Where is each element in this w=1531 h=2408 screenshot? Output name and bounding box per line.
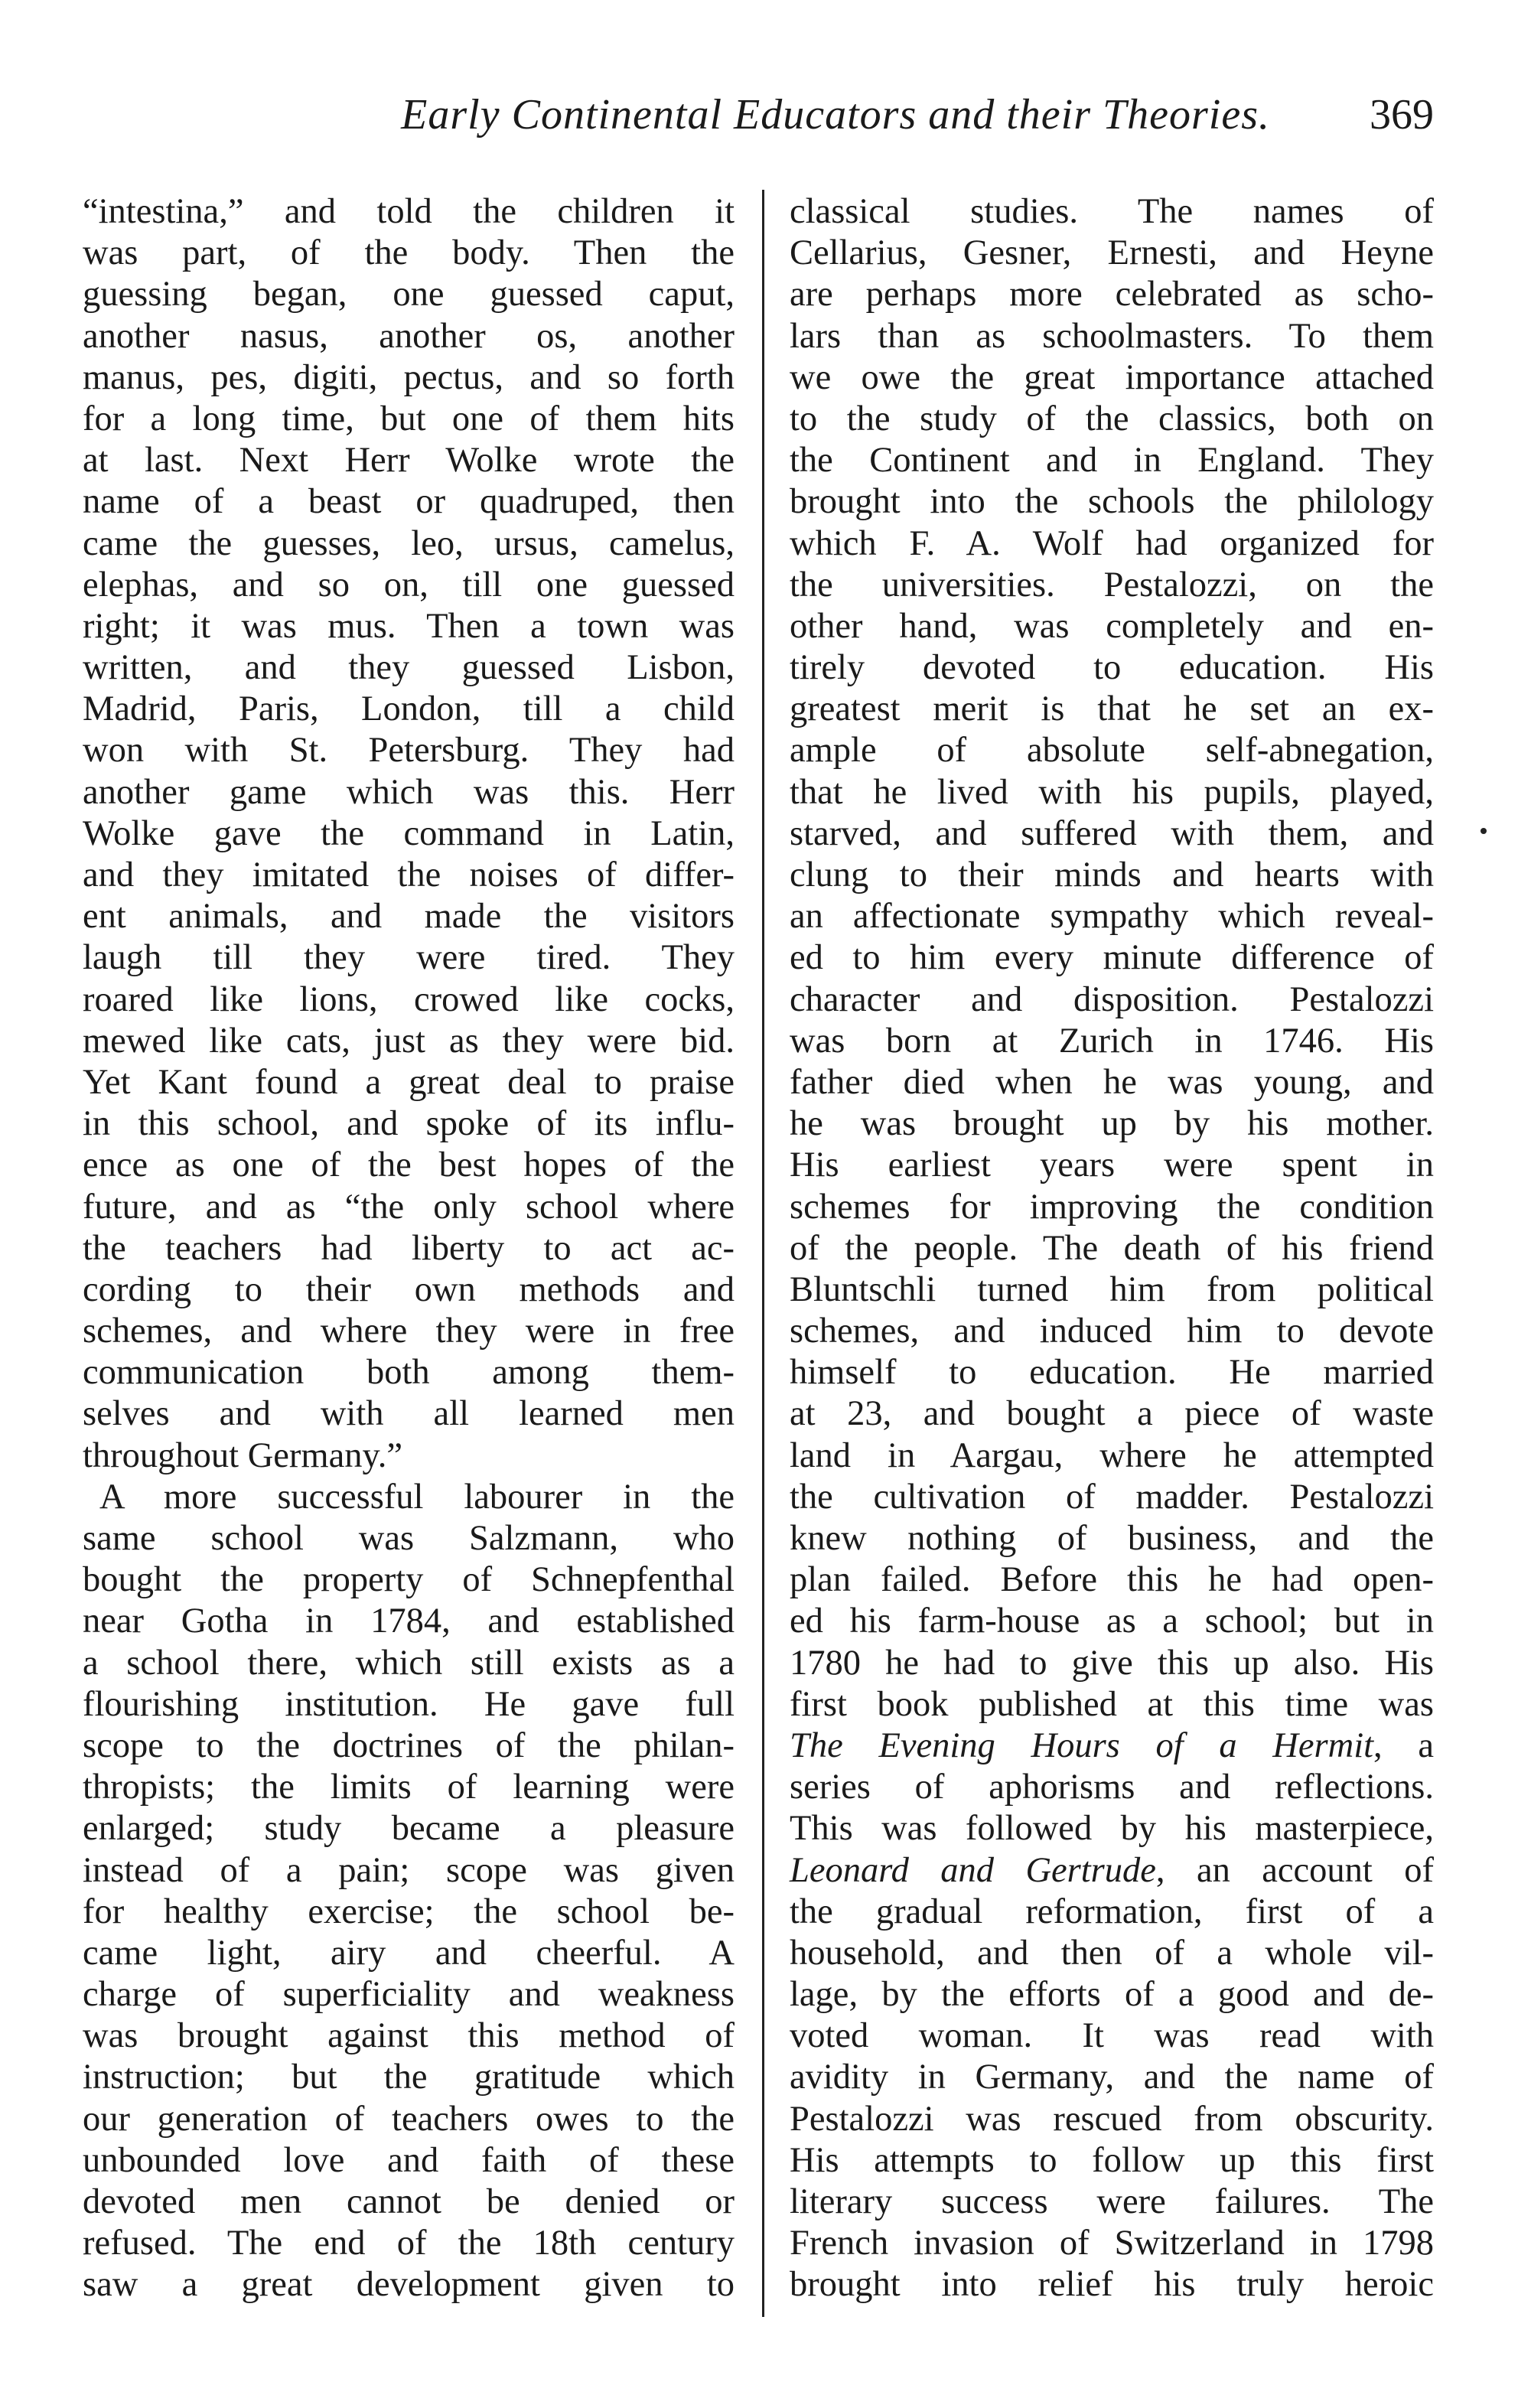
text-line: Bluntschli turned him from political (790, 1269, 1434, 1309)
text-line: bought the property of Schnepfenthal (83, 1560, 735, 1600)
text-line: instruction; but the gratitude which (83, 2058, 735, 2097)
text-line: plan failed. Before this he had open- (790, 1560, 1434, 1600)
text-line: A more successful labourer in the (99, 1477, 735, 1517)
text-line: other hand, was completely and en- (790, 606, 1434, 646)
text-line: for a long time, but one of them hits (83, 399, 735, 438)
text-line: lars than as schoolmasters. To them (790, 316, 1434, 356)
text-line: was brought against this method of (83, 2016, 735, 2056)
text-line: thropists; the limits of learning were (83, 1768, 735, 1807)
text-line: brought into the schools the philology (790, 482, 1434, 522)
page-number: 369 (1370, 91, 1434, 138)
text-line: greatest merit is that he set an ex- (790, 689, 1434, 729)
text-line: communication both among them- (83, 1353, 735, 1393)
column-divider (762, 190, 764, 2317)
text-line: that he lived with his pupils, played, (790, 772, 1434, 812)
text-line: was born at Zurich in 1746. His (790, 1021, 1434, 1061)
text-line: a school there, which still exists as a (83, 1643, 735, 1683)
text-line: won with St. Petersburg. They had (83, 731, 735, 771)
text-line: came light, airy and cheerful. A (83, 1933, 735, 1973)
text-line: the teachers had liberty to act ac- (83, 1228, 735, 1268)
text-line: enlarged; study became a pleasure (83, 1809, 735, 1849)
text-line: mewed like cats, just as they were bid. (83, 1021, 735, 1061)
text-line: voted woman. It was read with (790, 2016, 1434, 2056)
text-line: was part, of the body. Then the (83, 233, 735, 273)
text-line: schemes, and where they were in free (83, 1312, 735, 1351)
text-line: guessing began, one guessed caput, (83, 275, 735, 314)
text-line: household, and then of a whole vil- (790, 1933, 1434, 1973)
text-line: Leonard and Gertrude, an account of (790, 1850, 1434, 1890)
text-line: at last. Next Herr Wolke wrote the (83, 441, 735, 481)
text-line: devoted men cannot be denied or (83, 2182, 735, 2221)
text-line: father died when he was young, and (790, 1062, 1434, 1102)
text-line: avidity in Germany, and the name of (790, 2058, 1434, 2097)
text-line: knew nothing of business, and the (790, 1519, 1434, 1558)
text-line: another nasus, another os, another (83, 316, 735, 356)
text-line: the gradual reformation, first of a (790, 1892, 1434, 1931)
text-line: literary success were failures. The (790, 2182, 1434, 2221)
text-line: first book published at this time was (790, 1684, 1434, 1724)
text-line: selves and with all learned men (83, 1394, 735, 1434)
text-line: the Continent and in England. They (790, 441, 1434, 481)
text-line: for healthy exercise; the school be- (83, 1892, 735, 1931)
text-line: schemes, and induced him to devote (790, 1312, 1434, 1351)
text-line: came the guesses, leo, ursus, camelus, (83, 523, 735, 563)
text-line: tirely devoted to education. His (790, 648, 1434, 688)
text-line: another game which was this. Herr (83, 772, 735, 812)
text-line: Pestalozzi was rescued from obscurity. (790, 2099, 1434, 2139)
text-line: the cultivation of madder. Pestalozzi (790, 1477, 1434, 1517)
text-line: flourishing institution. He gave full (83, 1684, 735, 1724)
text-line: we owe the great importance attached (790, 357, 1434, 397)
text-line: ent animals, and made the visitors (83, 897, 735, 937)
text-line: classical studies. The names of (790, 192, 1434, 231)
left-column (83, 191, 735, 2306)
text-line: laugh till they were tired. They (83, 938, 735, 978)
text-line: cording to their own methods and (83, 1269, 735, 1309)
text-line: ence as one of the best hopes of the (83, 1145, 735, 1185)
text-line: Wolke gave the command in Latin, (83, 813, 735, 853)
text-line: he was brought up by his mother. (790, 1104, 1434, 1144)
text-line: “intestina,” and told the children it (83, 192, 735, 231)
text-line: ed to him every minute difference of (790, 938, 1434, 978)
right-column (790, 191, 1434, 2306)
text-line: brought into relief his truly heroic (790, 2265, 1434, 2305)
text-line: the universities. Pestalozzi, on the (790, 565, 1434, 604)
text-line: ed his farm-house as a school; but in (790, 1602, 1434, 1641)
text-line: instead of a pain; scope was given (83, 1850, 735, 1890)
text-line: manus, pes, digiti, pectus, and so forth (83, 357, 735, 397)
text-line: His earliest years were spent in (790, 1145, 1434, 1185)
text-line: roared like lions, crowed like cocks, (83, 979, 735, 1019)
text-line: written, and they guessed Lisbon, (83, 648, 735, 688)
text-line: an affectionate sympathy which reveal- (790, 897, 1434, 937)
text-line: to the study of the classics, both on (790, 399, 1434, 438)
text-line: name of a beast or quadruped, then (83, 482, 735, 522)
text-line: himself to education. He married (790, 1353, 1434, 1393)
text-line: The Evening Hours of a Hermit, a (790, 1725, 1434, 1765)
text-line: right; it was mus. Then a town was (83, 606, 735, 646)
margin-mark (1481, 828, 1487, 834)
text-line: same school was Salzmann, who (83, 1519, 735, 1558)
text-line: near Gotha in 1784, and established (83, 1602, 735, 1641)
text-line: This was followed by his masterpiece, (790, 1809, 1434, 1849)
text-line: future, and as “the only school where (83, 1187, 735, 1227)
text-line: character and disposition. Pestalozzi (790, 979, 1434, 1019)
text-line: Madrid, Paris, London, till a child (83, 689, 735, 729)
running-title: Early Continental Educators and their Theories. (401, 91, 1270, 138)
text-line: land in Aargau, where he attempted (790, 1435, 1434, 1475)
text-line: in this school, and spoke of its influ- (83, 1104, 735, 1144)
text-line: lage, by the efforts of a good and de- (790, 1975, 1434, 2015)
text-line: charge of superficiality and weakness (83, 1975, 735, 2015)
text-line: at 23, and bought a piece of waste (790, 1394, 1434, 1434)
text-line: are perhaps more celebrated as scho- (790, 275, 1434, 314)
text-line: which F. A. Wolf had organized for (790, 523, 1434, 563)
text-line: of the people. The death of his friend (790, 1228, 1434, 1268)
text-line: French invasion of Switzerland in 1798 (790, 2224, 1434, 2263)
text-line: throughout Germany.” (83, 1435, 402, 1475)
text-line: saw a great development given to (83, 2265, 735, 2305)
text-line: starved, and suffered with them, and (790, 813, 1434, 853)
text-line: His attempts to follow up this first (790, 2140, 1434, 2180)
text-line: Cellarius, Gesner, Ernesti, and Heyne (790, 233, 1434, 273)
text-line: and they imitated the noises of differ- (83, 855, 735, 894)
text-line: scope to the doctrines of the philan- (83, 1725, 735, 1765)
text-line: 1780 he had to give this up also. His (790, 1643, 1434, 1683)
text-line: elephas, and so on, till one guessed (83, 565, 735, 604)
text-line: our generation of teachers owes to the (83, 2099, 735, 2139)
text-line: schemes for improving the condition (790, 1187, 1434, 1227)
text-line: refused. The end of the 18th century (83, 2224, 735, 2263)
text-line: series of aphorisms and reflections. (790, 1768, 1434, 1807)
text-line: unbounded love and faith of these (83, 2140, 735, 2180)
text-line: Yet Kant found a great deal to praise (83, 1062, 735, 1102)
text-line: ample of absolute self-abnegation, (790, 731, 1434, 771)
text-line: clung to their minds and hearts with (790, 855, 1434, 894)
